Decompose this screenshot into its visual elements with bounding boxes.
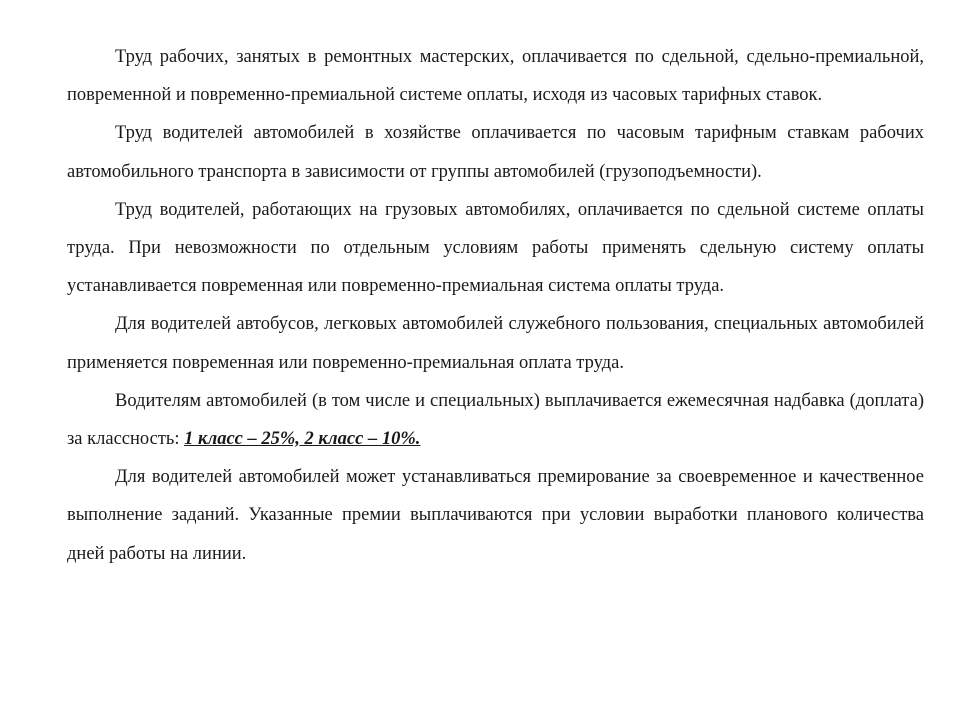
document-body [67,38,924,573]
paragraph-bus-car-drivers-pay: Для водителей автобусов, легковых автомобилей служебного пользования, специальных автомобилей применяется повременная или повременно-премиальная оплата труда. [67,314,924,373]
class-bonus-rates: 1 класс – 25%, 2 класс – 10%. [184,429,421,450]
paragraph-drivers-premium: Для водителей автомобилей может устанавливаться премирование за своевременное и качественное выполнение заданий. Указанные премии выплачиваются при условии выработки планового количества дней работы на линии. [67,467,924,564]
paragraph-truck-drivers-pay: Труд водителей, работающих на грузовых автомобилях, оплачивается по сдельной системе оплаты труда. При невозможности по отдельным условиям работы применять сдельную систему оплаты устанавливается повременная или повременно-премиальная система оплаты труда. [67,199,924,297]
paragraph-class-bonus [67,382,924,458]
paragraph-drivers-hourly-rates: Труд водителей автомобилей в хозяйстве оплачивается по часовым тарифным ставкам рабочих автомобильного транспорта в зависимости от группы автомобилей (грузоподъемности). [67,123,924,182]
class-bonus-text: Водителям автомобилей (в том числе и специальных) выплачивается ежемесячная надбавка (доплата) за классность: [67,390,924,450]
paragraph-repair-workers-pay: Труд рабочих, занятых в ремонтных мастерских, оплачивается по сдельной, сдельно-премиальной, повременной и повременно-премиальной системе оплаты, исходя из часовых тарифных ставок. [67,47,924,106]
